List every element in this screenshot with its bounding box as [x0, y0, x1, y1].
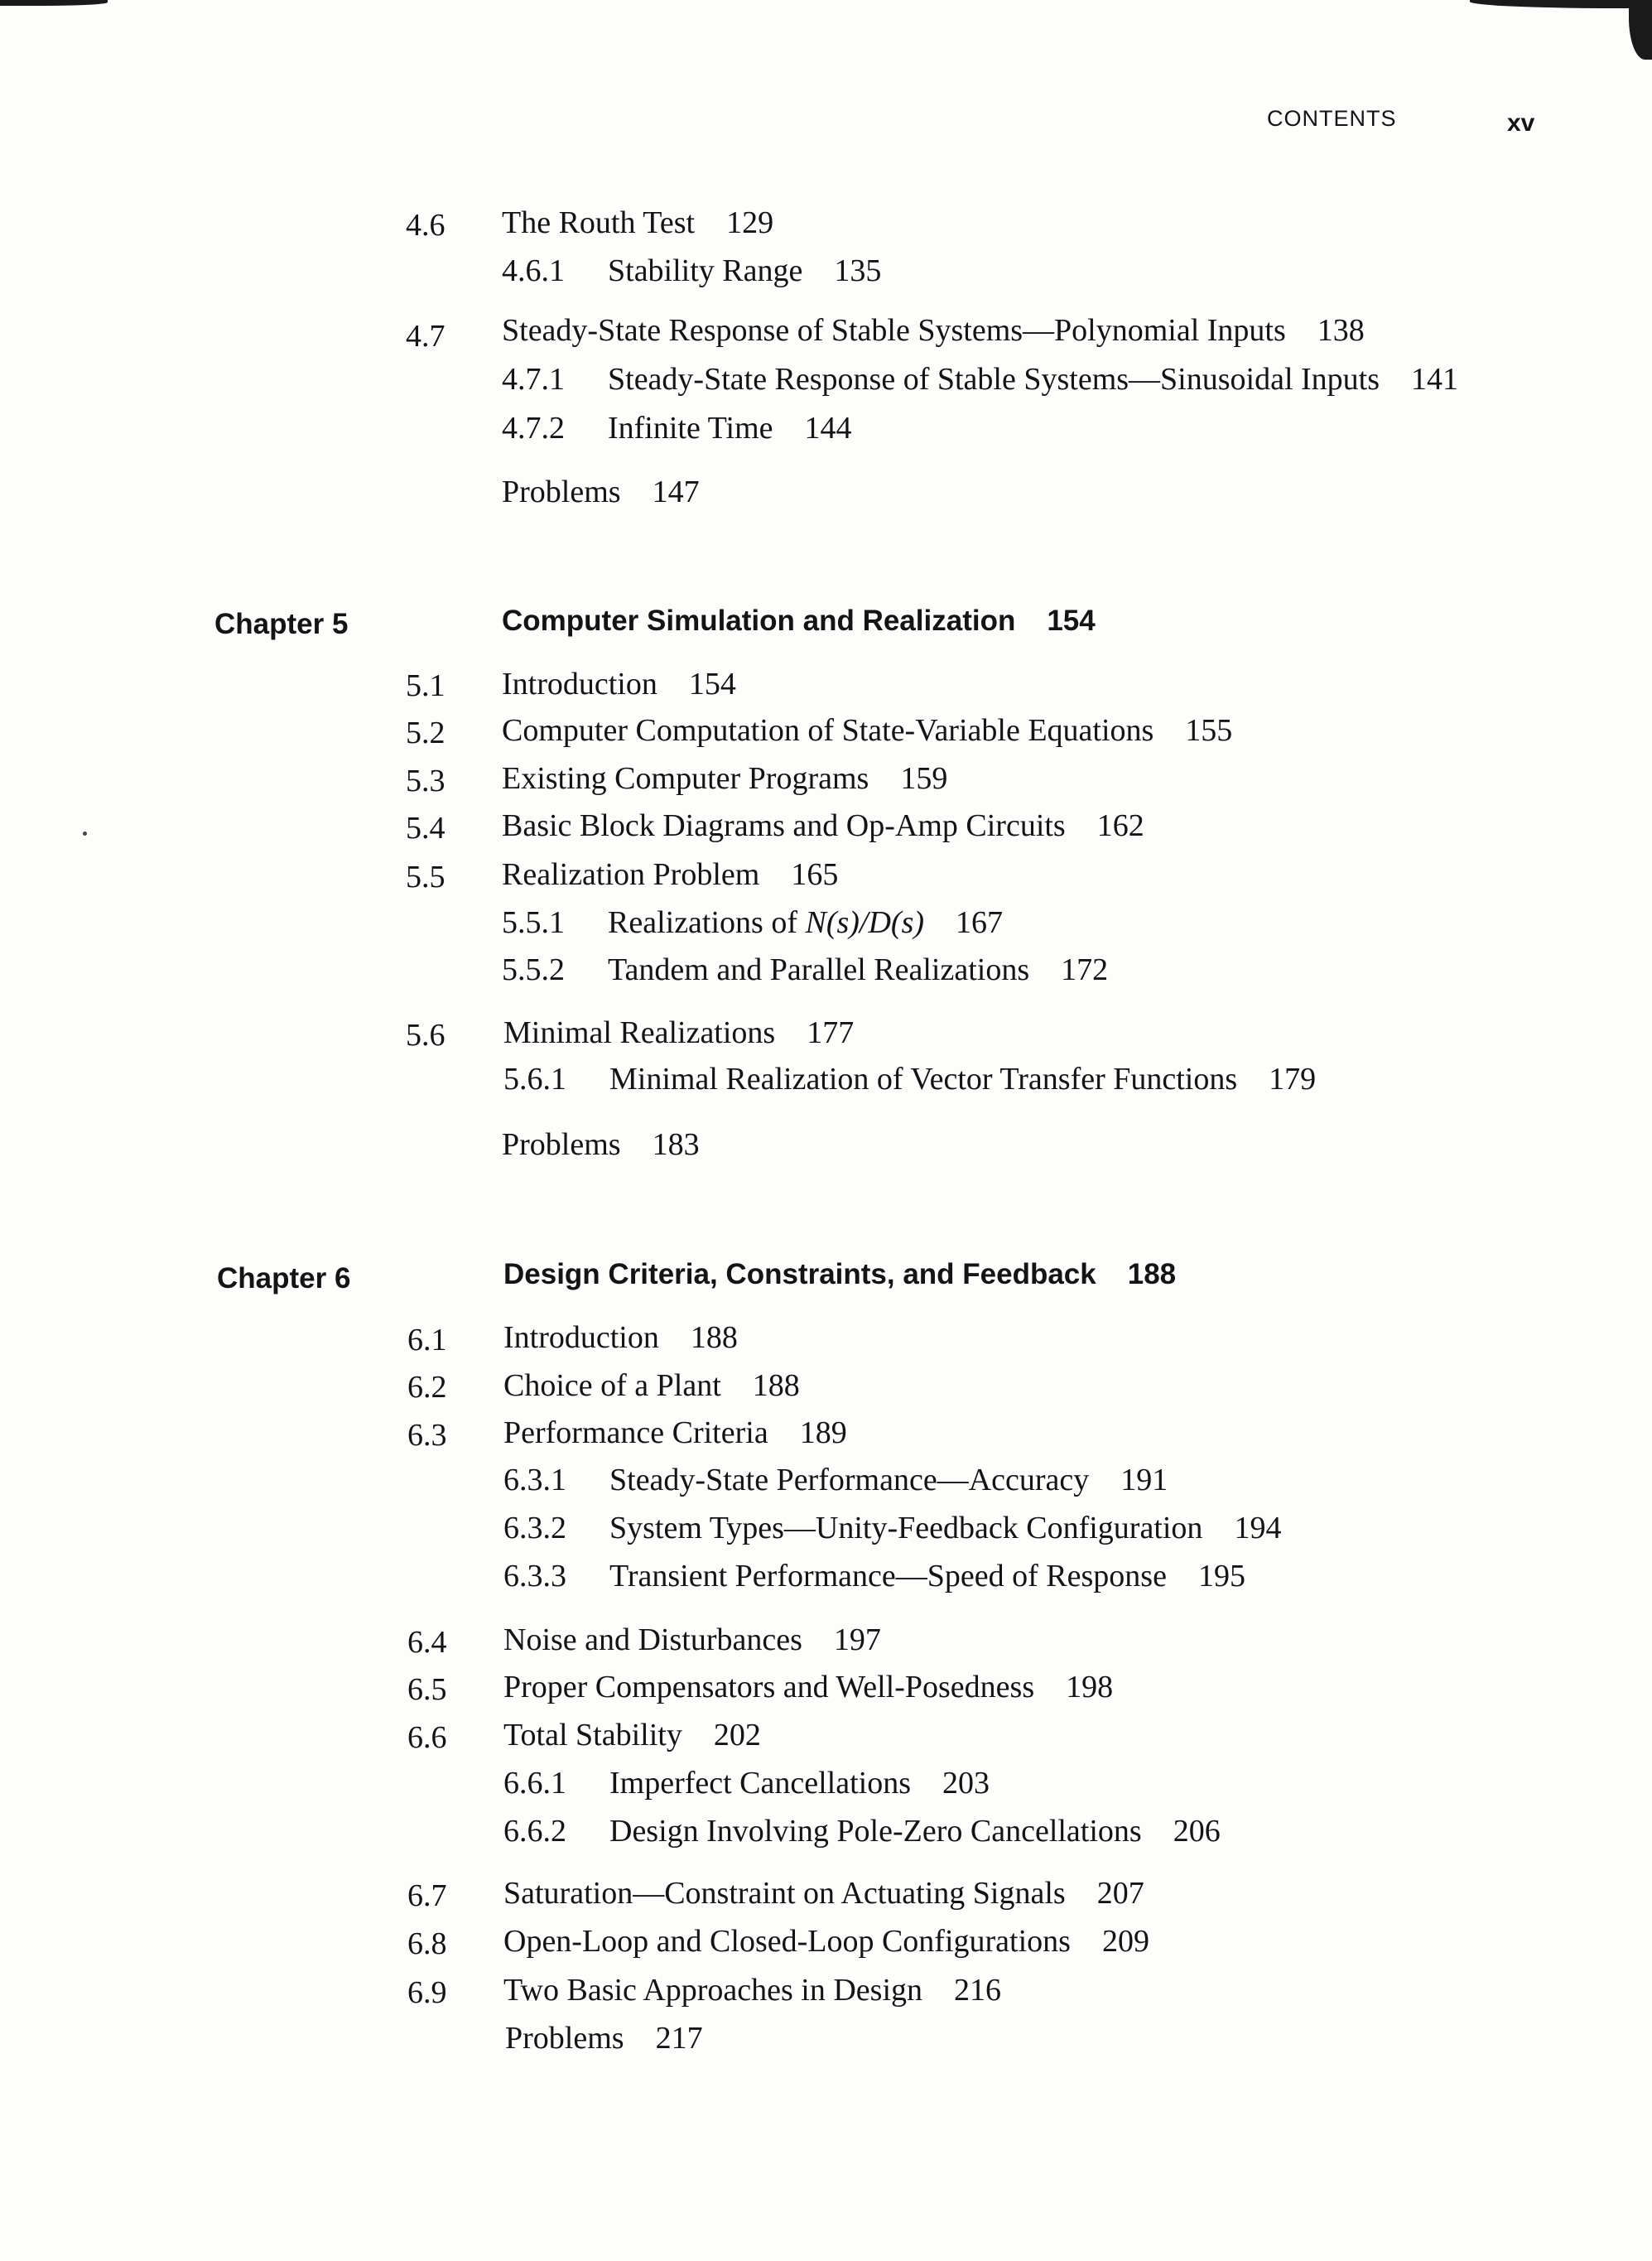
section-number: 6.9: [407, 1975, 447, 2010]
toc-entry-problems[interactable]: [505, 2019, 703, 2057]
chapter-title[interactable]: [502, 602, 1096, 640]
subsection-number: 6.3.1: [503, 1463, 566, 1497]
toc-page: 135: [834, 253, 882, 288]
toc-entry[interactable]: [502, 856, 838, 894]
section-number: 5.3: [406, 764, 446, 798]
toc-entry[interactable]: [503, 1367, 800, 1405]
toc-title: Saturation—Constraint on Actuating Signals: [503, 1876, 1066, 1911]
section-number: 5.5: [406, 860, 446, 894]
toc-entry[interactable]: [503, 1922, 1149, 1960]
toc-page: 154: [688, 667, 736, 701]
toc-entry[interactable]: [502, 204, 773, 242]
header-page-number: xv: [1507, 109, 1535, 137]
toc-page: 177: [807, 1015, 855, 1050]
toc-entry[interactable]: [503, 1621, 881, 1659]
toc-title: Transient Performance—Speed of Response: [609, 1559, 1167, 1593]
toc-title: Stability Range: [608, 253, 803, 288]
toc-title: Introduction: [503, 1320, 659, 1355]
toc-entry[interactable]: [503, 1716, 761, 1754]
toc-page: 159: [900, 761, 948, 796]
section-number: 6.1: [407, 1323, 447, 1357]
toc-title: Steady-State Response of Stable Systems—Polynomial Inputs: [502, 313, 1286, 348]
toc-entry-problems[interactable]: [502, 473, 700, 511]
toc-page: 194: [1234, 1511, 1282, 1545]
section-number: 6.3: [407, 1418, 447, 1453]
toc-title: Problems: [502, 1127, 621, 1162]
toc-title: Realizations of: [608, 905, 797, 940]
toc-entry[interactable]: [503, 1319, 738, 1357]
section-number: 6.4: [407, 1625, 447, 1660]
section-number: 6.6: [407, 1720, 447, 1755]
toc-page: 179: [1269, 1062, 1317, 1097]
toc-page: 165: [791, 857, 839, 892]
section-number: 6.7: [407, 1878, 447, 1913]
toc-entry[interactable]: [503, 1414, 847, 1452]
toc-page: 147: [652, 475, 700, 509]
toc-entry[interactable]: [503, 1509, 1281, 1547]
chapter-page: 154: [1047, 605, 1096, 637]
toc-title: Proper Compensators and Well-Posedness: [503, 1670, 1035, 1704]
toc-title-math: N(s)/D(s): [805, 905, 925, 940]
toc-entry[interactable]: [503, 1014, 854, 1052]
toc-page: 217: [655, 2021, 703, 2056]
toc-page: 129: [726, 205, 774, 240]
toc-title: System Types—Unity-Feedback Configuration: [609, 1511, 1203, 1545]
toc-title: Introduction: [502, 667, 657, 701]
toc-entry[interactable]: [502, 311, 1365, 350]
toc-title: The Routh Test: [502, 205, 696, 240]
toc-entry[interactable]: [503, 1557, 1245, 1595]
chapter-label: Chapter 5: [214, 608, 349, 640]
section-number: 6.2: [407, 1370, 447, 1405]
toc-page: 189: [799, 1415, 847, 1450]
toc-page: 216: [954, 1973, 1002, 2008]
toc-title: Existing Computer Programs: [502, 761, 869, 796]
toc-page: 167: [956, 905, 1004, 940]
toc-entry[interactable]: [502, 665, 736, 703]
toc-title: Noise and Disturbances: [503, 1622, 802, 1657]
toc-entry[interactable]: [503, 1461, 1168, 1499]
toc-entry[interactable]: [502, 360, 1458, 398]
subsection-number: 6.3.3: [503, 1559, 566, 1593]
section-number: 4.6: [406, 208, 446, 243]
toc-entry[interactable]: [503, 1971, 1001, 2009]
section-number: 6.5: [407, 1672, 447, 1707]
chapter-title-text: Computer Simulation and Realization: [502, 605, 1016, 637]
toc-page: 141: [1411, 362, 1459, 397]
scan-edge-right: [1470, 0, 1652, 8]
toc-title: Tandem and Parallel Realizations: [608, 952, 1030, 987]
toc-title: Realization Problem: [502, 857, 760, 892]
toc-entry[interactable]: [503, 1668, 1113, 1706]
toc-page: 202: [713, 1718, 761, 1752]
subsection-number: 6.3.2: [503, 1511, 566, 1545]
toc-page: 172: [1061, 952, 1109, 987]
toc-title: Steady-State Response of Stable Systems—Sinusoidal Inputs: [608, 362, 1380, 397]
toc-page: 198: [1066, 1670, 1114, 1704]
section-number: 6.8: [407, 1926, 447, 1961]
subsection-number: 6.6.2: [503, 1814, 566, 1849]
subsection-number: 4.6.1: [502, 253, 565, 288]
toc-page: 209: [1101, 1924, 1149, 1959]
subsection-number: 4.7.2: [502, 411, 565, 446]
toc-title: Two Basic Approaches in Design: [503, 1973, 923, 2008]
chapter-page: 188: [1127, 1258, 1177, 1290]
subsection-number: 5.5.1: [502, 905, 565, 940]
toc-page: 155: [1185, 713, 1233, 748]
toc-title: Choice of a Plant: [503, 1368, 721, 1403]
toc-title: Infinite Time: [608, 411, 773, 446]
toc-title: Steady-State Performance—Accuracy: [609, 1463, 1090, 1497]
toc-page: 183: [652, 1127, 700, 1162]
toc-page: 197: [833, 1622, 881, 1657]
subsection-number: 4.7.1: [502, 362, 565, 397]
subsection-number: 6.6.1: [503, 1766, 566, 1801]
toc-entry[interactable]: [502, 252, 881, 290]
subsection-number: 5.6.1: [503, 1062, 566, 1097]
section-number: 5.1: [406, 668, 446, 703]
section-number: 4.7: [406, 319, 446, 354]
toc-entry-problems[interactable]: [502, 1126, 700, 1164]
toc-title: Computer Computation of State-Variable Equations: [502, 713, 1154, 748]
toc-title: Minimal Realization of Vector Transfer Functions: [609, 1062, 1238, 1097]
toc-title: Problems: [505, 2021, 624, 2056]
toc-entry[interactable]: [502, 759, 947, 798]
toc-page: 162: [1096, 808, 1144, 843]
toc-page: 188: [752, 1368, 800, 1403]
toc-entry[interactable]: [503, 1812, 1221, 1850]
toc-title: Minimal Realizations: [503, 1015, 776, 1050]
toc-title: Basic Block Diagrams and Op-Amp Circuits: [502, 808, 1066, 843]
toc-title: Total Stability: [503, 1718, 682, 1752]
toc-entry[interactable]: [503, 1764, 990, 1802]
toc-title: Design Involving Pole-Zero Cancellations: [609, 1814, 1142, 1849]
toc-page: 144: [804, 411, 852, 446]
scan-edge-left: [0, 0, 108, 6]
toc-entry[interactable]: [502, 951, 1108, 989]
section-number: 5.2: [406, 716, 446, 750]
chapter-title[interactable]: [503, 1256, 1176, 1294]
subsection-number: 5.5.2: [502, 952, 565, 987]
toc-entry[interactable]: [502, 711, 1232, 750]
toc-title: Performance Criteria: [503, 1415, 768, 1450]
section-number: 5.6: [406, 1018, 446, 1053]
chapter-title-text: Design Criteria, Constraints, and Feedback: [503, 1258, 1096, 1290]
speck: [83, 832, 87, 836]
toc-page: 203: [942, 1766, 990, 1801]
toc-title: Imperfect Cancellations: [609, 1766, 912, 1801]
toc-page: 206: [1173, 1814, 1221, 1849]
toc-page: 138: [1317, 313, 1365, 348]
toc-page: 195: [1197, 1559, 1245, 1593]
toc-entry[interactable]: [503, 1874, 1144, 1912]
toc-entry[interactable]: [502, 807, 1144, 845]
toc-entry[interactable]: [502, 409, 852, 447]
toc-title: Open-Loop and Closed-Loop Configurations: [503, 1924, 1071, 1959]
toc-page: 188: [690, 1320, 738, 1355]
toc-entry[interactable]: [502, 904, 1003, 942]
scan-corner: [1629, 0, 1652, 60]
toc-page: 207: [1096, 1876, 1144, 1911]
toc-title: Problems: [502, 475, 621, 509]
header-label: CONTENTS: [1267, 106, 1397, 131]
section-number: 5.4: [406, 811, 446, 846]
toc-entry[interactable]: [503, 1060, 1316, 1098]
toc-page: 191: [1120, 1463, 1168, 1497]
chapter-label: Chapter 6: [217, 1262, 351, 1294]
